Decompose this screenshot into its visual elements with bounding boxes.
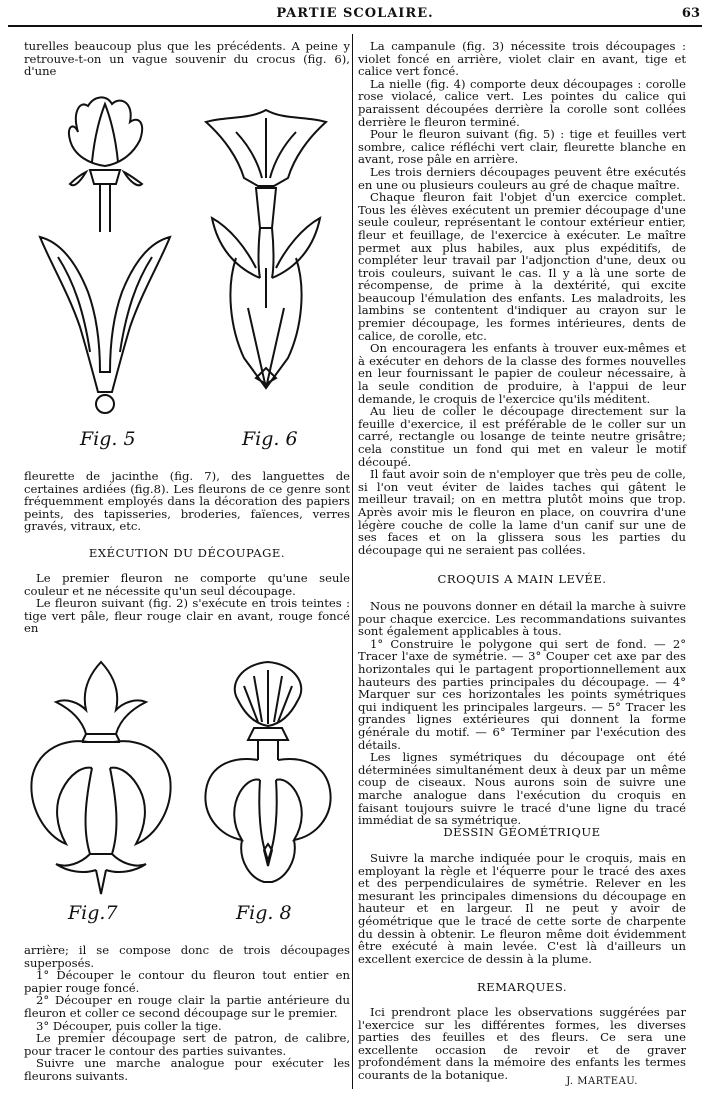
paragraph: Ici prendront place les observations suggérées par l'exercice sur les différentes formes, les diverses parties des feuilles et des fleurs. Ce sera une excellente occasion de revoir et de graver profondément dans la mémoire des enfants les termes courants de la botanique. xyxy=(358,1005,686,1082)
figure-8-caption: Fig. 8 xyxy=(236,902,292,924)
paragraph: Suivre une marche analogue pour exécuter les fleurons suivants. xyxy=(24,1056,350,1083)
figure-8-illustration xyxy=(198,660,338,910)
section-heading-remarques: REMARQUES. xyxy=(476,980,568,994)
figure-6-illustration xyxy=(196,108,336,408)
paragraph: Chaque fleuron fait l'objet d'un exercice complet. Tous les élèves exécutent un premier découpage d'une seule couleur, représentant le contour extérieur entier, fleur et feuillage, de l'exercice à exécuter. Le maître permet aux plus habiles, aux plus expéditifs, de compléter leur travail par l'adjonction d'une, deux ou trois couleurs, suivant le cas. Il y a là une sorte de récompense, de prime à la dextérité, qui excite beaucoup l'émulation des enfants. Les maladroits, les lambins se contentent d'indiquer au crayon sur le premier découpage, les formes intérieures, dents de calice, de corolle, etc. xyxy=(358,190,686,343)
left-intro xyxy=(24,40,350,78)
paragraph: Le premier fleuron ne comporte qu'une seule couleur et ne nécessite qu'un seul découpage. xyxy=(24,571,350,598)
paragraph: Les lignes symétriques du découpage ont été déterminées simultanément deux à deux par un même coup de ciseaux. Nous aurons soin de suivre une marche analogue dans l'exécution du croquis en faisant toujours suivre le tracé d'une ligne du tracé immédiat de sa symétrique. xyxy=(358,750,686,828)
paragraph: Au lieu de coller le découpage directement sur la feuille d'exercice, il est préférable de le coller sur un carré, rectangle ou losange de teinte neutre grisâtre; cela constitue un fond qui met en valeur le motif découpé. xyxy=(358,404,686,469)
figure-7-illustration xyxy=(26,658,176,908)
left-para-2 xyxy=(24,470,350,533)
paragraph: La nielle (fig. 4) comporte deux découpages : corolle rose violacé, calice vert. Les pointes du calice qui paraissent découpées derrière la corolle sont collées derrière le fleuron terminé. xyxy=(358,76,686,129)
left-para-3-4 xyxy=(24,572,350,635)
author-signature: J. MARTEAU. xyxy=(566,1076,638,1087)
paragraph: On encouragera les enfants à trouver eux-mêmes et à exécuter en dehors de la classe des formes nouvelles en leur fournissant le papier de couleur nécessaire, à la seule condition de produire, à l'appui de leur demande, le croquis de l'exercice qu'ils méditent. xyxy=(358,341,686,406)
figure-7-caption: Fig.7 xyxy=(68,902,118,924)
column-divider xyxy=(352,34,353,1089)
figure-5-illustration xyxy=(30,92,180,422)
running-title: PARTIE SCOLAIRE. xyxy=(276,6,434,21)
figure-5-caption: Fig. 5 xyxy=(80,428,136,450)
paragraph: Nous ne pouvons donner en détail la marche à suivre pour chaque exercice. Les recommandations suivantes sont également applicables à tous. xyxy=(358,599,686,639)
paragraph: fleurette de jacinthe (fig. 7), des languettes de certaines ardiées (fig.8). Les fleurons de ce genre sont fréquemment employés dans la décoration des papiers peints, des tapisseries, broderies, faïences, verres gravés, vitraux, etc. xyxy=(24,469,350,534)
paragraph: Les trois derniers découpages peuvent être exécutés en une ou plusieurs couleurs au gré de chaque maître. xyxy=(358,164,686,192)
paragraph: Le fleuron suivant (fig. 2) s'exécute en trois teintes : tige vert pâle, fleur rouge clair en avant, rouge foncé en xyxy=(24,596,350,636)
page-number: 63 xyxy=(681,6,700,21)
section-heading-dessin: DESSIN GÉOMÉTRIQUE xyxy=(443,825,601,839)
figure-6-caption: Fig. 6 xyxy=(242,428,298,450)
section-heading-croquis: CROQUIS A MAIN LEVÉE. xyxy=(437,572,607,586)
paragraph: Pour le fleuron suivant (fig. 5) : tige et feuilles vert sombre, calice réfléchi vert clair, fleurette blanche en avant, rose pâle en arrière. xyxy=(358,127,686,167)
right-text-block-4 xyxy=(358,1006,686,1082)
left-instructions xyxy=(24,944,350,1083)
step-2: 2° Découper en rouge clair la partie antérieure du fleuron et coller ce second découpage sur le premier. xyxy=(24,993,350,1020)
paragraph: Le premier découpage sert de patron, de calibre, pour tracer le contour des parties suivantes. xyxy=(24,1031,350,1058)
section-heading-execution: EXÉCUTION DU DÉCOUPAGE. xyxy=(88,546,286,560)
paragraph: Suivre la marche indiquée pour le croquis, mais en employant la règle et l'équerre pour le tracé des axes et des perpendiculaires de symétrie. Relever en les mesurant les principales dimensions du découpage en hauteur et en largeur. Il ne peut y avoir de géométrique que le tracé de cette sorte de charpente du dessin à obtenir. Le fleuron même doit évidemment être exécuté à main levée. C'est là d'ailleurs un excellent exercice de dessin à la plume. xyxy=(358,851,686,966)
right-text-block-2 xyxy=(358,600,686,827)
header-rule xyxy=(8,25,702,27)
right-text-block-1 xyxy=(358,40,686,556)
page-header xyxy=(0,0,710,24)
paragraph: La campanule (fig. 3) nécessite trois découpages : violet foncé en arrière, violet clair en avant, tige et calice vert foncé. xyxy=(358,39,686,79)
paragraph: 1° Construire le polygone qui sert de fond. — 2° Tracer l'axe de symétrie. — 3° Couper cet axe par des horizontales qui le partagent proportionnellement aux hauteurs des parties principales du découpage. — 4° Marquer sur ces horizontales les points symétriques qui indiquent les principales largeurs. — 5° Tracer les grandes lignes extérieures qui donnent la forme générale du motif. — 6° Terminer par l'exécution des détails. xyxy=(358,636,686,752)
step-3: 3° Découper, puis coller la tige. xyxy=(36,1018,222,1033)
paragraph: arrière; il se compose donc de trois découpages superposés. xyxy=(24,943,350,970)
paragraph: Il faut avoir soin de n'employer que très peu de colle, si l'on veut éviter de laides taches qui gâtent le meilleur travail; on en mettra plutôt moins que trop. Après avoir mis le fleuron en place, on couvrira d'une légère couche de colle la lame d'un canif sur une de ses faces et on la glissera sous les parties du découpage qui ne seraient pas collées. xyxy=(358,467,686,557)
step-1: 1° Découper le contour du fleuron tout entier en papier rouge foncé. xyxy=(24,968,350,995)
intro-text: turelles beaucoup plus que les précédents. A peine y retrouve-t-on un vague souvenir du crocus (fig. 6), d'une xyxy=(24,39,350,79)
right-text-block-3 xyxy=(358,852,686,965)
